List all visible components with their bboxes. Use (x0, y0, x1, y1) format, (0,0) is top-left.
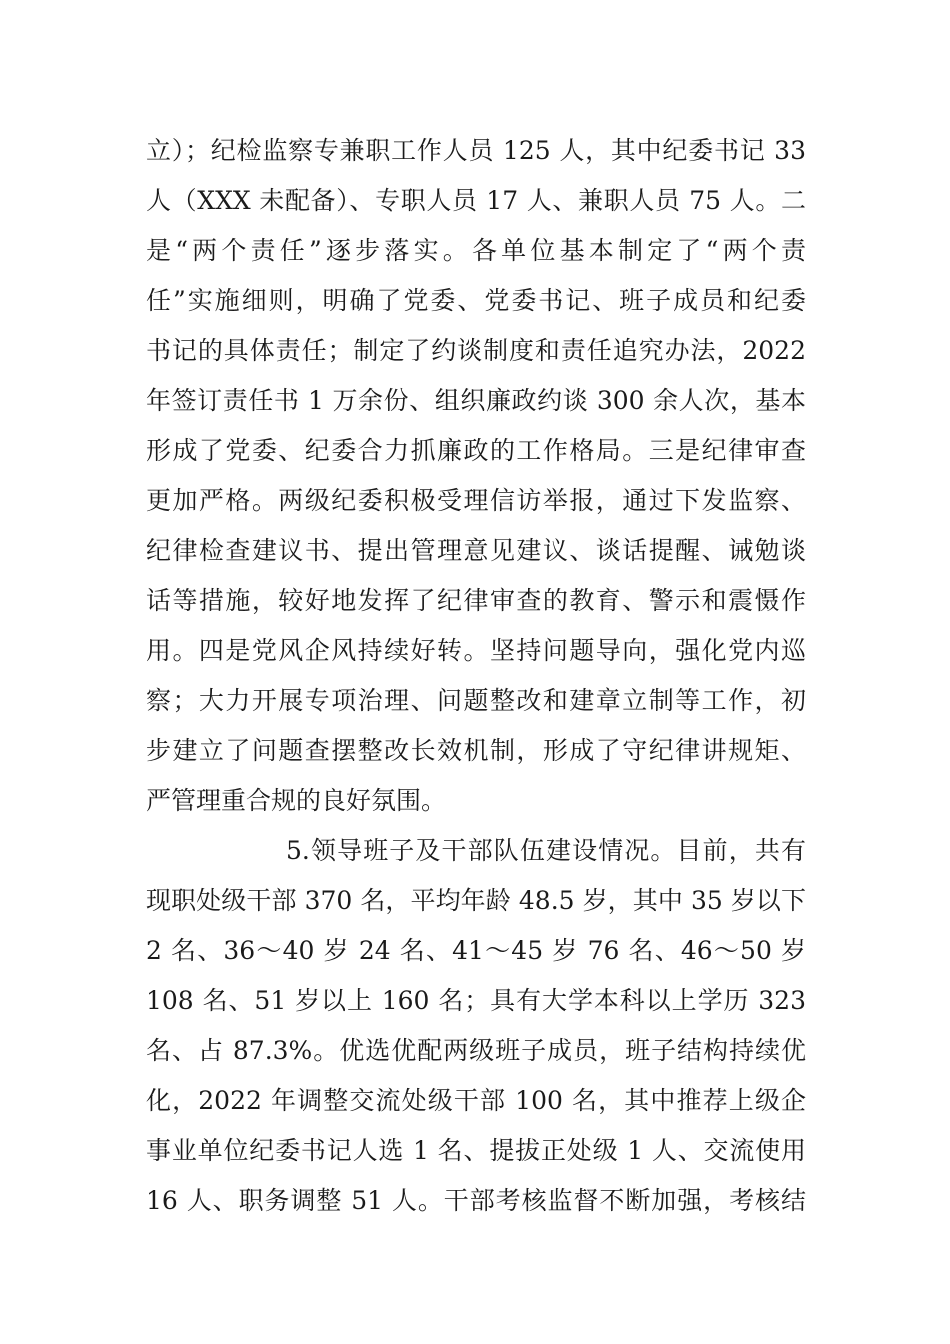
text-line: 2 名、36～40 岁 24 名、41～45 岁 76 名、46～50 岁 (146, 936, 806, 965)
text-line: 任”实施细则，明确了党委、党委书记、班子成员和纪委 (146, 286, 806, 315)
text-line: 是“两个责任”逐步落实。各单位基本制定了“两个责 (146, 236, 806, 265)
paragraph-discipline-inspection (146, 126, 806, 826)
text-line: 书记的具体责任；制定了约谈制度和责任追究办法，2022 (146, 336, 806, 365)
text-line: 话等措施，较好地发挥了纪律审查的教育、警示和震慑作 (146, 586, 806, 615)
text-line: 形成了党委、纪委合力抓廉政的工作格局。三是纪律审查 (146, 436, 806, 465)
text-line: 用。四是党风企风持续好转。坚持问题导向，强化党内巡 (146, 636, 806, 665)
paragraph-leadership-cadre (146, 826, 806, 1226)
text-line: 察；大力开展专项治理、问题整改和建章立制等工作，初 (146, 686, 806, 715)
text-line: 5.领导班子及干部队伍建设情况。目前，共有 (286, 836, 806, 865)
text-line: 步建立了问题查摆整改长效机制，形成了守纪律讲规矩、 (146, 736, 806, 765)
text-line: 更加严格。两级纪委积极受理信访举报，通过下发监察、 (146, 486, 806, 515)
text-line: 事业单位纪委书记人选 1 名、提拔正处级 1 人、交流使用 (146, 1136, 806, 1165)
text-line: 人（XXX 未配备）、专职人员 17 人、兼职人员 75 人。二 (146, 186, 806, 215)
text-line: 108 名、51 岁以上 160 名；具有大学本科以上学历 323 (146, 986, 806, 1015)
text-line: 现职处级干部 370 名，平均年龄 48.5 岁，其中 35 岁以下 (146, 886, 806, 915)
text-line: 严管理重合规的良好氛围。 (146, 786, 447, 815)
text-line: 立）；纪检监察专兼职工作人员 125 人，其中纪委书记 33 (146, 136, 806, 165)
text-line: 纪律检查建议书、提出管理意见建议、谈话提醒、诫勉谈 (146, 536, 806, 565)
text-line: 名、占 87.3%。优选优配两级班子成员，班子结构持续优 (146, 1036, 806, 1065)
text-line: 化，2022 年调整交流处级干部 100 名，其中推荐上级企 (146, 1086, 806, 1115)
text-line: 16 人、职务调整 51 人。干部考核监督不断加强，考核结 (146, 1186, 806, 1215)
text-line: 年签订责任书 1 万余份、组织廉政约谈 300 余人次，基本 (146, 386, 806, 415)
